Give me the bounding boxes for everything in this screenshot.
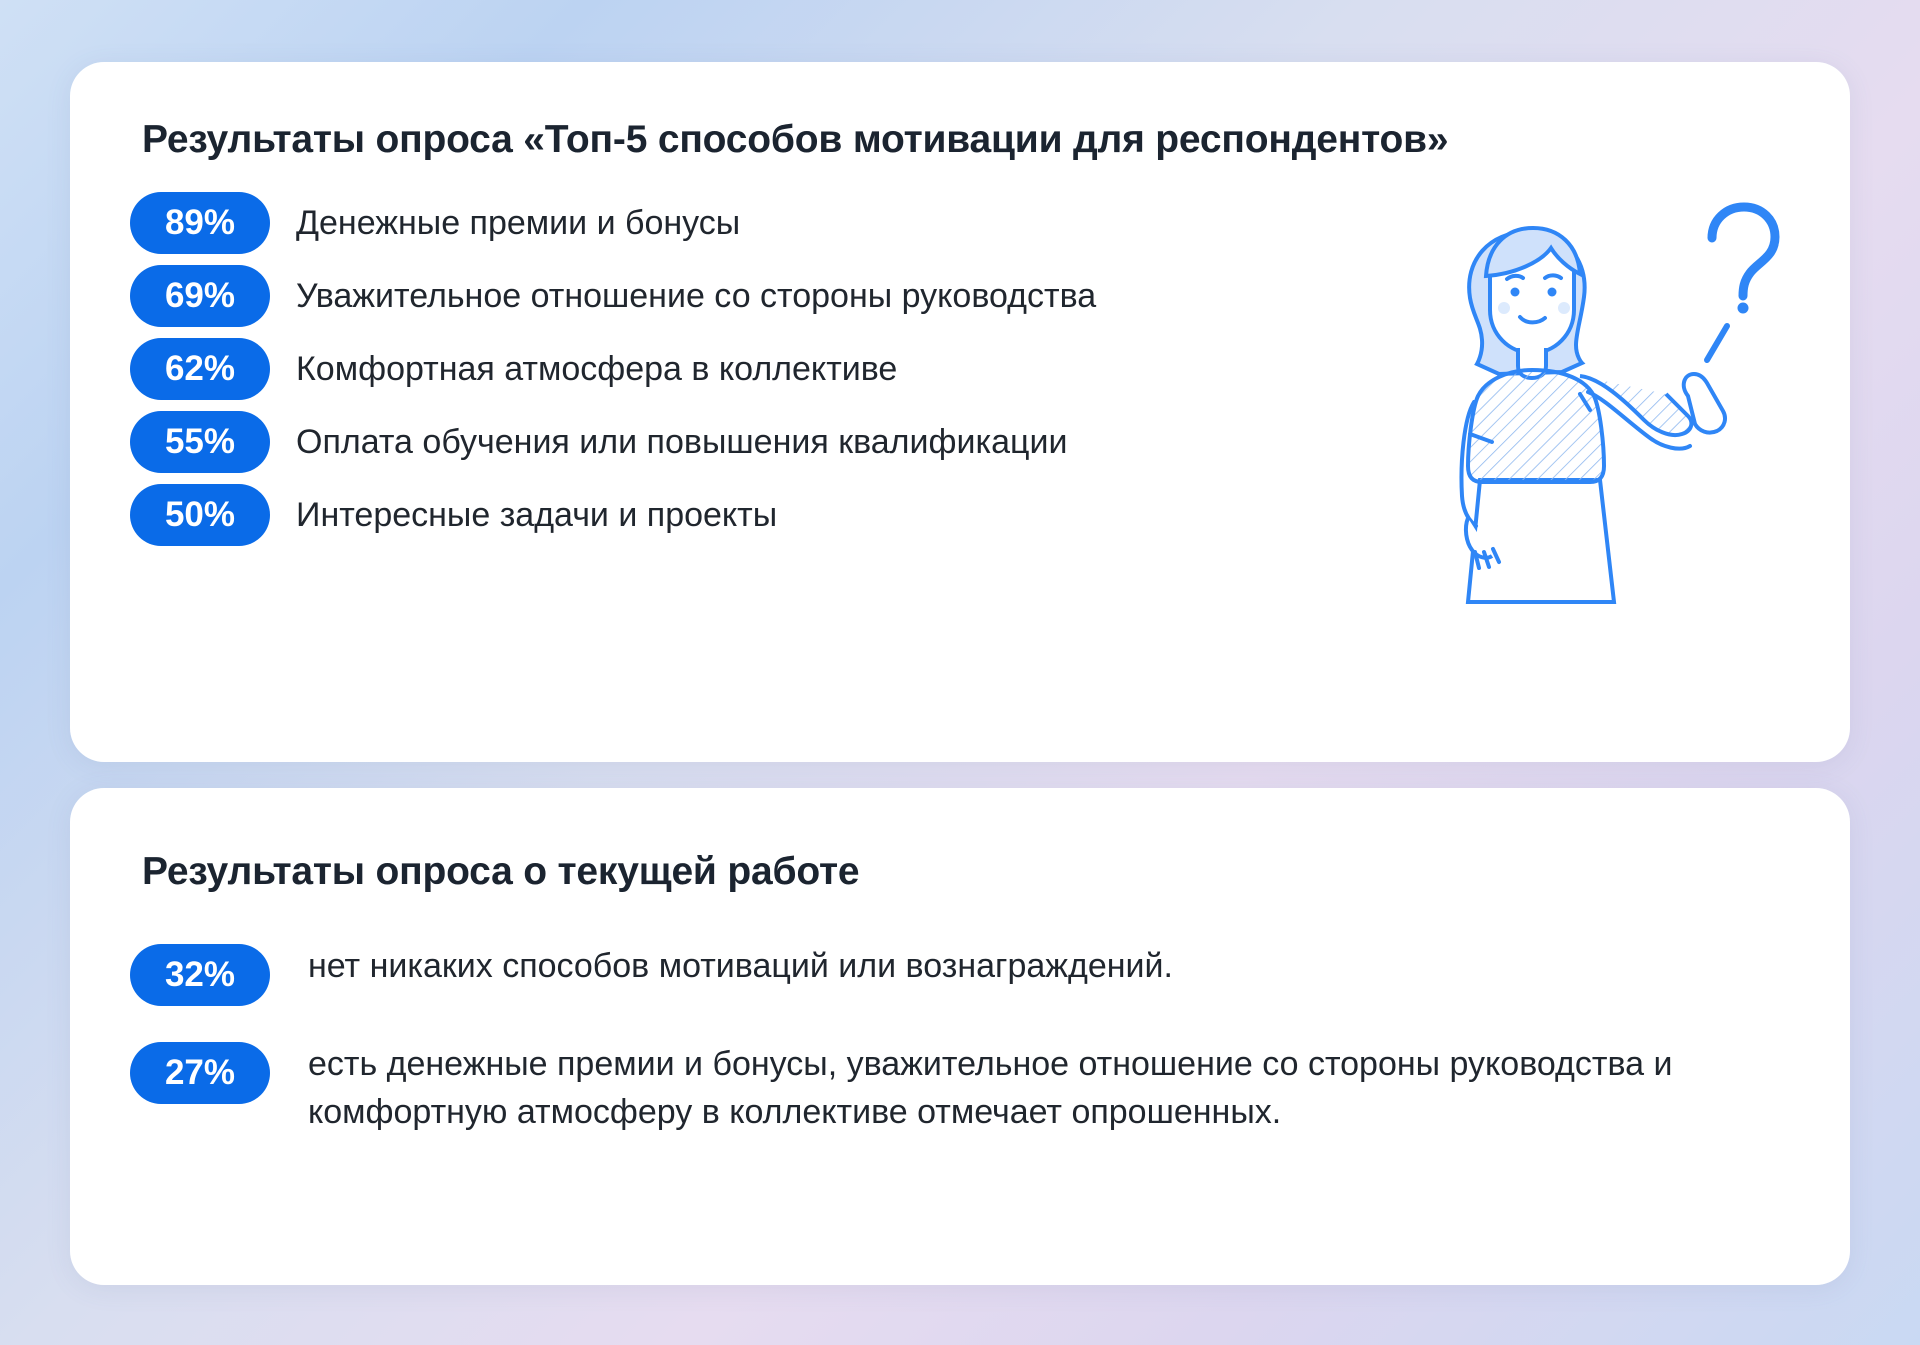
list-item: [130, 265, 1790, 327]
list-item-label: Оплата обучения или повышения квалификации: [296, 422, 1068, 461]
list-item-label: Уважительное отношение со стороны руководства: [296, 276, 1097, 315]
list-item: [130, 338, 1790, 400]
percent-badge: 27%: [130, 1042, 270, 1104]
list-item-label: Денежные премии и бонусы: [296, 203, 741, 242]
list-item-label: Интересные задачи и проекты: [296, 495, 778, 534]
section-title: Результаты опроса о текущей работе: [142, 850, 860, 893]
percent-badge: 69%: [130, 265, 270, 327]
list-item-label: Комфортная атмосфера в коллективе: [296, 349, 898, 388]
percent-badge: 50%: [130, 484, 270, 546]
list-item: [130, 484, 1790, 546]
percent-badge: 89%: [130, 192, 270, 254]
survey-results-list-bottom: [130, 942, 1790, 1137]
survey-results-list-top: [130, 192, 1790, 546]
percent-badge: 32%: [130, 944, 270, 1006]
page-title: Результаты опроса «Топ-5 способов мотивации для респондентов»: [142, 118, 1449, 161]
list-item: [130, 1040, 1790, 1137]
percent-badge: 55%: [130, 411, 270, 473]
percent-badge: 62%: [130, 338, 270, 400]
list-item: [130, 942, 1790, 1006]
list-item-label: нет никаких способов мотиваций или вознаграждений.: [308, 947, 1173, 985]
list-item-label: есть денежные премии и бонусы, уважительное отношение со стороны руководства и комфортную атмосферу в коллективе отмечает опрошенных.: [308, 1045, 1673, 1132]
survey-card-top: [70, 62, 1850, 762]
list-item: [130, 192, 1790, 254]
survey-card-bottom: [70, 788, 1850, 1285]
list-item: [130, 411, 1790, 473]
